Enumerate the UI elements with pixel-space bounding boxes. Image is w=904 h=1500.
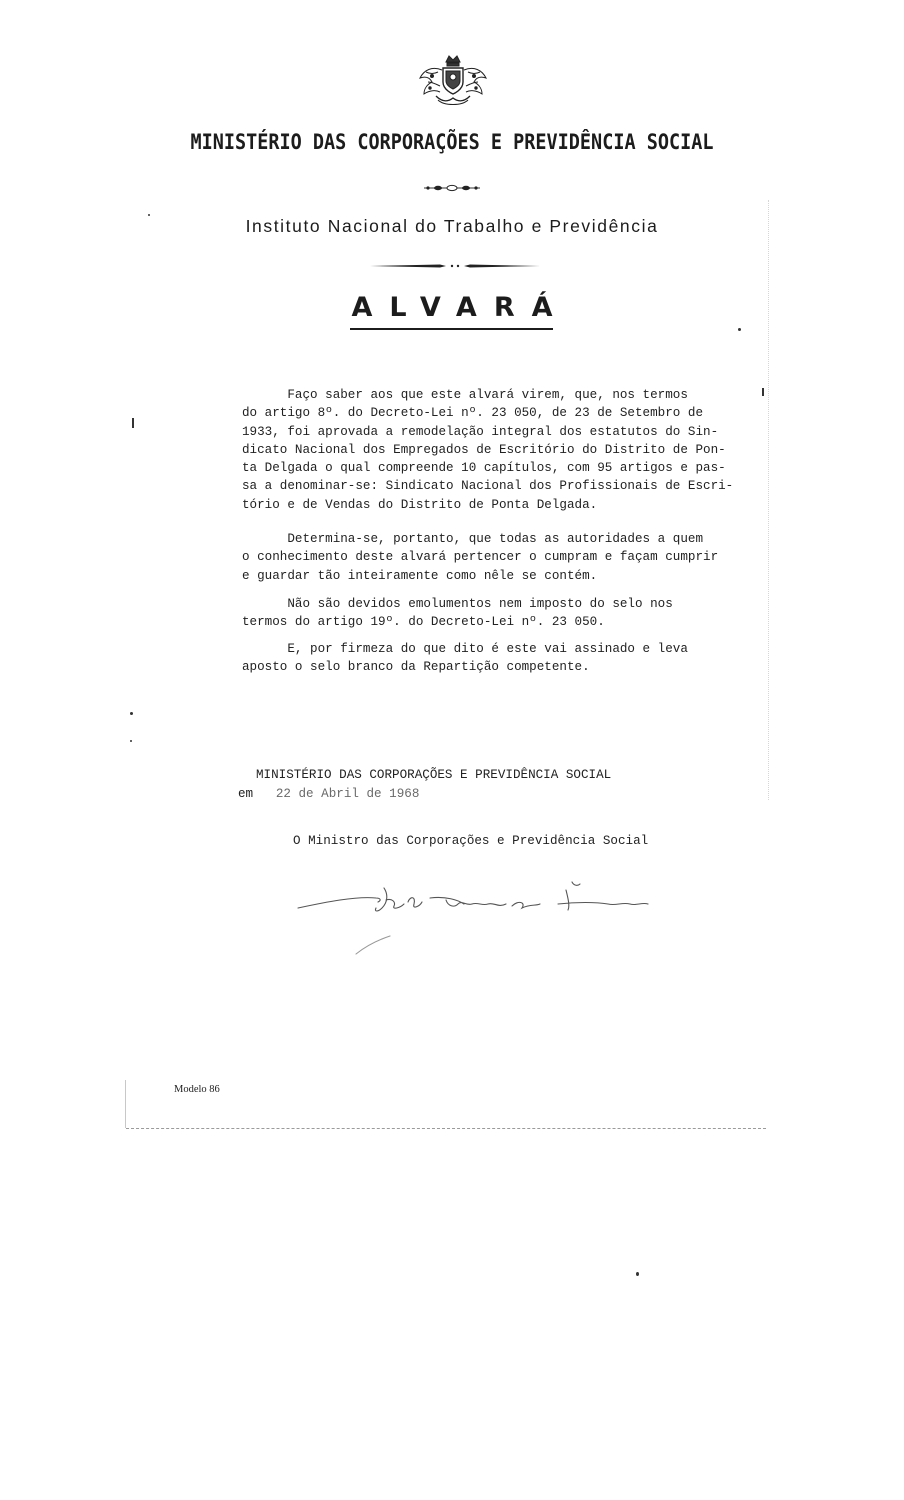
date-value: 22 de Abril de 1968 [275,787,420,801]
ornament-rule-icon [370,262,540,270]
handwritten-signature [296,880,656,960]
scan-mark [636,1272,639,1276]
scan-mark [130,712,133,715]
scan-mark [132,418,134,428]
scan-mark [738,328,741,331]
minister-title: O Ministro das Corporações e Previdência Social [293,834,649,848]
form-bottom-border [126,1128,766,1129]
ornament-divider-icon [424,184,480,192]
form-right-edge [768,200,769,800]
ministry-title: MINISTÉRIO DAS CORPORAÇÕES E PREVIDÊNCIA SOCIAL [190,130,714,154]
scan-mark [130,740,132,742]
paragraph-2: Determina-se, portanto, que todas as autoridades a quem o conhecimento deste alvará pertencer o cumpram e façam cumprir e guardar tão inteiramente como nêle se contém. [242,532,719,583]
scan-mark [148,214,150,216]
paragraph-3: Não são devidos emolumentos nem imposto do selo nos termos do artigo 19º. do Decreto-Lei nº. 23 050. [242,597,673,630]
scan-mark [762,388,764,396]
institute-name: Instituto Nacional do Trabalho e Previdência [245,216,659,236]
paragraph-4: E, por firmeza do que dito é este vai assinado e leva aposto o selo branco da Repartição competente. [242,642,688,675]
model-label: Modelo 86 [174,1084,220,1095]
paragraph-1: Faço saber aos que este alvará virem, que, nos termos do artigo 8º. do Decreto-Lei nº. 23 050, de 23 de Setembro de 1933, foi aprovada a remodelação integral dos estatutos do Sin- dicato Nacional dos Empregados de Escritório do Distrito de Pon- ta Delgada o qual compreende 10 capítulos, com 95 artigos e pas- sa a denominar-se: Sindicato Nacional dos Profissionais de Escri- tório e de Vendas do Distrito de Ponta Delgada. [242,388,734,512]
title-underline [350,328,553,330]
signature-ministry: MINISTÉRIO DAS CORPORAÇÕES E PREVIDÊNCIA SOCIAL [256,768,612,782]
signature-date-line [238,785,419,803]
date-prefix: em [238,787,254,801]
document-title: ALVARÁ [351,292,570,323]
form-left-edge [125,1080,126,1128]
coat-of-arms-icon [416,52,490,108]
